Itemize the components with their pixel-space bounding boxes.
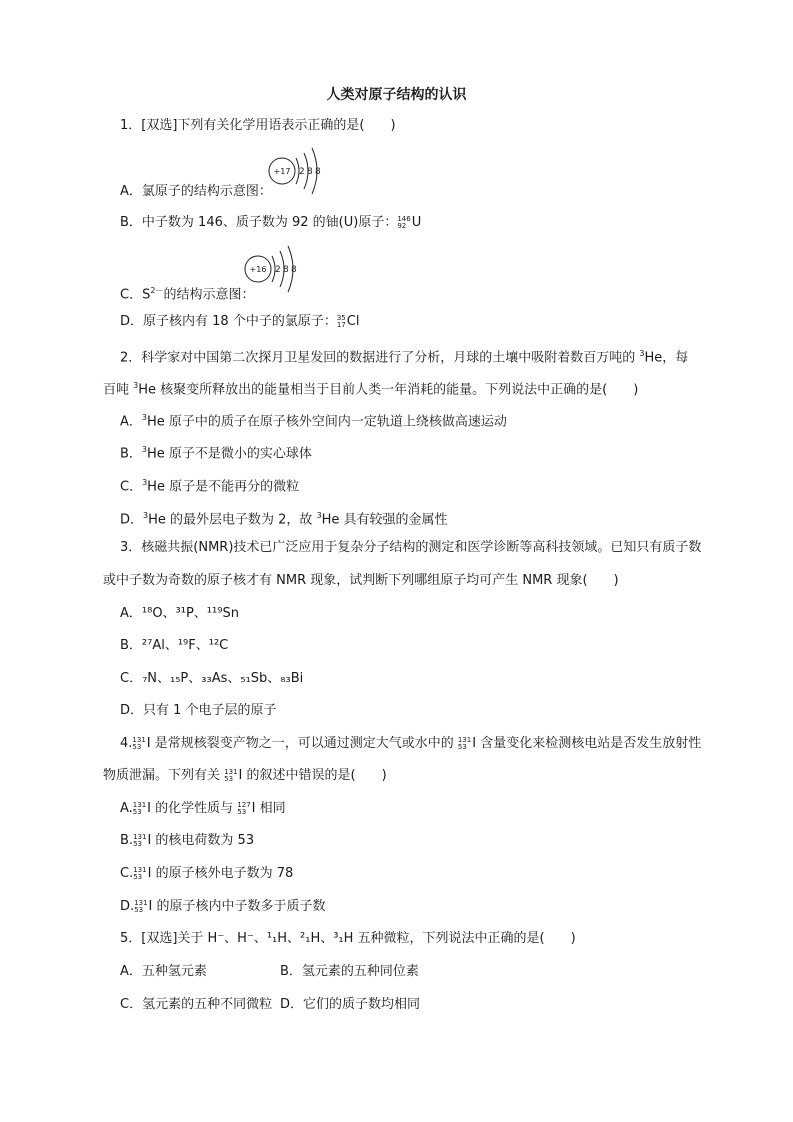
q1-option-c: C．$S^{2-}$的结构示意图： [120, 286, 255, 303]
q2-option-a: A．$^3$He 原子中的质子在原子核外空间内一定轨道上绕核做高速运动 [120, 413, 507, 430]
q1-option-b-text: B．中子数为 146、质子数为 92 的铀(U)原子： [120, 215, 398, 230]
q4-stem-line2: 物质泄漏。下列有关 131 53 I 的叙述中错误的是( ) [103, 767, 387, 783]
diagram-c-shell-2: 8 [283, 265, 289, 275]
diagram-a-shell-2: 8 [307, 167, 313, 177]
q3-option-c: C．₇N、₁₅P、₃₃As、₅₁Sb、₈₃Bi [120, 671, 304, 686]
q2-stem-line2: 百吨 $^3$He 核聚变所释放出的能量相当于目前人类一年消耗的能量。下列说法中正确的是( ) [103, 381, 639, 398]
q5-stem: 5．[双选]关于 H⁻、H⁻、¹₁H、²₁H、³₁H 五种微粒，下列说法中正确的是( ) [120, 931, 576, 946]
diagram-c-shell-3: 8 [291, 265, 297, 275]
q3-option-d: D．只有 1 个电子层的原子 [120, 703, 277, 718]
q4-option-b: B. 131 53 I 的核电荷数为 53 [120, 832, 255, 848]
q4-option-a: A. 131 53 I 的化学性质与 127 53 I 相同 [120, 800, 286, 816]
q1-stem: 1．[双选]下列有关化学用语表示正确的是( ) [120, 118, 396, 133]
uranium-isotope-notation: 146 92 [397, 214, 411, 230]
q2-option-b: B．$^3$He 原子不是微小的实心球体 [120, 445, 312, 462]
diagram-a-shell-1: 2 [299, 167, 305, 177]
q2-stem-line1: 2．科学家对中国第二次探月卫星发回的数据进行了分析，月球的土壤中吸附着数百万吨的 $^3$He，每 [120, 349, 689, 366]
diagram-c-shell-1: 2 [275, 265, 281, 275]
q2-option-c: C．$^3$He 原子是不能再分的微粒 [120, 478, 300, 495]
iodine-131-notation: 131 53 [132, 735, 146, 751]
diagram-c-nucleus: +16 [249, 265, 267, 274]
q5-option-b: B．氢元素的五种同位素 [280, 964, 419, 979]
diagram-a-nucleus: +17 [273, 167, 291, 176]
q4-stem-line1: 4. 131 53 I 是常规核裂变产物之一，可以通过测定大气或水中的 131 53 I 含量变化来检测核电站是否发生放射性 [120, 735, 702, 751]
chlorine-isotope-notation: 35 17 [336, 313, 346, 329]
iodine-127-notation: 127 53 [237, 800, 251, 816]
q5-option-a: A．五种氢元素 [120, 964, 207, 979]
q3-stem-line2: 或中子数为奇数的原子核才有 NMR 现象，试判断下列哪组原子均可产生 NMR 现象( ) [103, 573, 619, 588]
q1-option-b: B．中子数为 146、质子数为 92 的铀(U)原子： 146 92 U [120, 214, 422, 230]
q4-option-d: D. 131 53 I 的原子核内中子数多于质子数 [120, 898, 326, 914]
q3-option-a: A．¹⁸O、³¹P、¹¹⁹Sn [120, 606, 239, 621]
q5-option-c: C．氢元素的五种不同微粒 [120, 997, 273, 1012]
q4-option-c: C. 131 53 I 的原子核外电子数为 78 [120, 865, 294, 881]
q3-option-b: B．²⁷Al、¹⁹F、¹²C [120, 638, 229, 653]
chlorine-atom-diagram [266, 146, 328, 196]
q3-stem-line1: 3．核磁共振(NMR)技术已广泛应用于复杂分子结构的测定和医学诊断等高科技领域。已知只有质子数 [120, 540, 702, 555]
diagram-a-shell-3: 8 [315, 167, 321, 177]
q1-option-d: D．原子核内有 18 个中子的氯原子： 35 17 Cl [120, 313, 360, 329]
q5-option-d: D．它们的质子数均相同 [280, 997, 421, 1012]
q1-option-a: A．氯原子的结构示意图： [120, 184, 272, 199]
document-title: 人类对原子结构的认识 [326, 87, 467, 103]
q2-option-d: D．$^3$He 的最外层电子数为 2，故 $^3$He 具有较强的金属性 [120, 511, 448, 528]
